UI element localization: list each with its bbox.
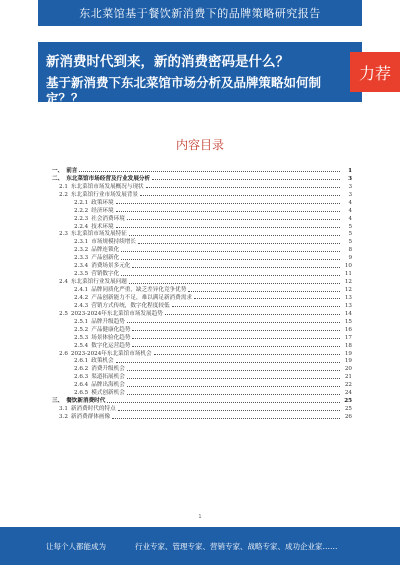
toc-leader-dots: [165, 314, 340, 315]
toc-entry-label: 模式创新机会: [91, 390, 125, 397]
toc-entry-label: 前言: [66, 167, 78, 174]
toc-leader-dots: [154, 354, 340, 355]
recommend-badge: 力荐: [350, 52, 400, 92]
toc-leader-dots: [132, 338, 340, 339]
toc-leader-dots: [188, 291, 340, 292]
toc-entry-label: 营销数字化: [91, 271, 120, 278]
toc-entry-page: 5: [348, 223, 352, 230]
toc-entry-number: 2.5: [59, 310, 68, 317]
toc-entry-label: 新消费群体画像: [70, 414, 111, 420]
toc-entry-label: 品牌出海机会: [91, 382, 125, 389]
toc-entry-number: 2.4.3: [74, 302, 89, 309]
toc-entry-page: 13: [344, 294, 352, 301]
toc-entry[interactable]: [52, 364, 352, 372]
toc-leader-dots: [140, 195, 340, 196]
toc-entry-page: 12: [344, 287, 352, 293]
toc-entry-page: 5: [348, 231, 352, 238]
toc-entry[interactable]: [52, 333, 352, 341]
toc-entry-label: 品牌升级趋势: [91, 318, 125, 325]
toc-entry[interactable]: [52, 245, 352, 253]
toc-entry-number: 2.3: [59, 231, 68, 238]
toc-entry-page: 15: [344, 318, 352, 325]
toc-entry-page: 3: [348, 183, 352, 190]
toc-entry[interactable]: [52, 396, 352, 404]
toc-entry-number: 2.4: [59, 279, 68, 286]
toc-entry-page: 21: [344, 374, 352, 381]
toc-leader-dots: [127, 322, 340, 323]
toc-entry-label: 场景体验化趋势: [91, 334, 131, 341]
toc-entry[interactable]: [52, 380, 352, 388]
toc-entry-label: 政策环境: [91, 199, 114, 206]
hero-banner: [38, 42, 362, 106]
toc-leader-dots: [138, 243, 340, 244]
toc-entry[interactable]: [52, 285, 352, 293]
toc-entry-page: 10: [344, 263, 352, 270]
toc-entry-label: 产品创新能力不足，难以满足新消费需求: [91, 294, 192, 301]
toc-entry-page: 4: [348, 199, 352, 206]
toc-entry-page: 11: [344, 271, 352, 278]
toc-entry-page: 16: [344, 326, 352, 333]
toc-entry-number: 2.3.3: [74, 255, 89, 262]
toc-entry-label: 品牌连锁化: [91, 247, 120, 254]
toc-entry-number: 2.1: [59, 183, 68, 190]
toc-leader-dots: [127, 219, 340, 220]
toc-entry-number: 三、: [52, 398, 64, 405]
toc-leader-dots: [79, 171, 340, 172]
toc-entry-label: 产品创新化: [91, 255, 120, 262]
toc-leader-dots: [121, 251, 340, 252]
footer-roles: 行业专家、管理专家、营销专家、战略专家、成功企业家……: [135, 541, 338, 551]
toc-entry-number: 2.5.4: [74, 342, 89, 349]
toc-entry-number: 2.4.2: [74, 294, 89, 301]
toc-entry[interactable]: [52, 412, 352, 420]
toc-entry-page: 14: [344, 310, 352, 317]
toc-entry-number: 2.2: [59, 191, 68, 198]
toc-leader-dots: [129, 283, 340, 284]
toc-entry-number: 3.1: [59, 406, 68, 413]
toc-leader-dots: [146, 187, 340, 188]
toc-leader-dots: [132, 330, 340, 331]
toc-entry[interactable]: [52, 357, 352, 365]
toc-entry[interactable]: [52, 230, 352, 238]
toc-entry-number: 3.2: [59, 414, 68, 420]
toc-leader-dots: [127, 386, 340, 387]
toc-entry-page: 19: [344, 358, 352, 365]
toc-entry-label: 产品健康化趋势: [91, 326, 131, 333]
page-number: 1: [198, 514, 202, 520]
toc-entry-number: 2.3.2: [74, 247, 89, 254]
toc-entry-label: 东北菜馆行业市场发展背景: [70, 191, 139, 198]
toc-leader-dots: [107, 402, 340, 403]
toc-entry-label: 营销方式传统，数字化程度较低: [91, 302, 170, 309]
toc-entry-page: 17: [344, 334, 352, 341]
footer-banner: [0, 527, 400, 565]
banner-title: 东北菜馆基于餐饮新消费下的品牌策略研究报告: [79, 7, 321, 20]
toc-entry-page: 5: [348, 239, 352, 246]
toc-leader-dots: [116, 227, 340, 228]
toc-entry[interactable]: [52, 261, 352, 269]
toc-leader-dots: [112, 418, 340, 419]
toc-entry-label: 品牌同质化严重，缺乏差异化竞争优势: [91, 287, 187, 293]
toc-entry-label: 经济环境: [91, 207, 114, 214]
toc-entry-page: 25: [344, 406, 352, 413]
toc-entry-page: 3: [348, 191, 352, 198]
toc-entry[interactable]: [52, 317, 352, 325]
toc-entry-label: 新消费时代的特点: [70, 406, 116, 413]
toc-entry-page: 1: [348, 167, 352, 174]
toc-entry[interactable]: [52, 206, 352, 214]
toc-entry-label: 东北菜馆市场发展概况与现状: [70, 183, 144, 190]
toc-entry-number: 2.2.2: [74, 207, 89, 214]
toc-entry[interactable]: [52, 174, 352, 182]
toc-entry[interactable]: [52, 166, 352, 174]
toc-leader-dots: [116, 362, 340, 363]
toc-entry[interactable]: [52, 190, 352, 198]
toc-entry-number: 2.3.5: [74, 271, 89, 278]
toc-entry-label: 东北菜馆行业发展问题: [70, 279, 127, 286]
toc-entry-number: 二、: [52, 175, 64, 182]
toc-entry-number: 2.6.2: [74, 366, 89, 373]
toc-entry[interactable]: [52, 372, 352, 380]
toc-entry-number: 2.2.4: [74, 223, 89, 230]
toc-leader-dots: [129, 235, 340, 236]
toc-entry-page: 22: [344, 382, 352, 389]
toc-entry[interactable]: [52, 182, 352, 190]
toc-entry-number: 2.6.5: [74, 390, 89, 397]
toc-leader-dots: [132, 267, 340, 268]
hero-title: 新消费时代到来，新的消费密码是什么？: [46, 54, 289, 70]
toc-entry[interactable]: [52, 269, 352, 277]
toc-entry-page: 24: [344, 390, 352, 397]
toc-entry[interactable]: [52, 198, 352, 206]
toc-entry-label: 2023-2024年东北菜馆市场机会: [70, 350, 152, 357]
toc-entry-number: 2.6.1: [74, 358, 89, 365]
toc-entry-label: 2023-2024年东北菜馆市场发展趋势: [70, 310, 163, 317]
toc-entry-number: 2.3.1: [74, 239, 89, 246]
toc-entry-number: 2.6.3: [74, 374, 89, 381]
footer-slogan: 让每个人都能成为: [46, 541, 106, 551]
toc-entry-page: 25: [344, 398, 352, 405]
toc-entry-page: 20: [344, 366, 352, 373]
toc-entry[interactable]: [52, 388, 352, 396]
toc-entry-label: 技术环境: [91, 223, 114, 230]
toc-leader-dots: [127, 378, 340, 379]
toc-entry[interactable]: [52, 301, 352, 309]
toc-entry[interactable]: [52, 309, 352, 317]
toc-leader-dots: [127, 370, 340, 371]
toc-entry-page: 8: [348, 247, 352, 254]
toc-entry-number: 2.4.1: [74, 287, 89, 293]
toc-leader-dots: [172, 306, 340, 307]
toc-entry[interactable]: [52, 277, 352, 285]
toc-entry-label: 消费场景多元化: [91, 263, 131, 270]
toc-entry-label: 社会消费环境: [91, 215, 125, 222]
toc-entry-number: 2.6.4: [74, 382, 89, 389]
toc-entry[interactable]: [52, 404, 352, 412]
toc-heading: 内容目录: [175, 138, 224, 152]
toc-entry-label: 市场规模持续增长: [91, 239, 136, 246]
toc-entry[interactable]: [52, 325, 352, 333]
toc-entry-page: 4: [348, 215, 352, 222]
toc-entry[interactable]: [52, 214, 352, 222]
table-of-contents: [52, 166, 352, 420]
toc-entry-number: 一、: [52, 167, 64, 174]
toc-entry-number: 2.2.1: [74, 199, 89, 206]
toc-entry-number: 2.3.4: [74, 263, 89, 270]
toc-entry-page: 26: [344, 414, 352, 420]
toc-entry-number: 2.5.2: [74, 326, 89, 333]
toc-leader-dots: [127, 394, 340, 395]
toc-entry-number: 2.5.1: [74, 318, 89, 325]
toc-entry-number: 2.5.3: [74, 334, 89, 341]
hero-subtitle: 基于新消费下东北菜馆市场分析及品牌策略如何制定？？: [46, 75, 322, 106]
toc-entry[interactable]: [52, 222, 352, 230]
toc-entry[interactable]: [52, 341, 352, 349]
toc-entry-label: 政策机会: [91, 358, 114, 365]
toc-entry-number: 2.6: [59, 350, 68, 357]
toc-entry-page: 13: [344, 302, 352, 309]
toc-entry[interactable]: [52, 253, 352, 261]
toc-entry[interactable]: [52, 349, 352, 357]
toc-entry-label: 餐饮新消费时代: [66, 398, 106, 405]
toc-leader-dots: [132, 346, 340, 347]
toc-leader-dots: [194, 298, 340, 299]
toc-entry-label: 东北菜馆市场经营及行业发展分析: [66, 175, 151, 182]
toc-entry-page: 19: [344, 350, 352, 357]
toc-entry-page: 3: [348, 175, 352, 182]
toc-entry-page: 12: [344, 279, 352, 286]
toc-leader-dots: [152, 179, 340, 180]
toc-entry-number: 2.2.3: [74, 215, 89, 222]
toc-leader-dots: [121, 259, 340, 260]
toc-entry-label: 数字化运营趋势: [91, 342, 131, 349]
toc-entry-page: 4: [348, 207, 352, 214]
toc-entry-label: 东北菜馆市场发展特征: [70, 231, 127, 238]
toc-leader-dots: [116, 203, 340, 204]
toc-entry-page: 18: [344, 342, 352, 349]
top-banner: [38, 0, 362, 26]
toc-entry-page: 9: [348, 255, 352, 262]
toc-entry[interactable]: [52, 293, 352, 301]
toc-entry[interactable]: [52, 237, 352, 245]
toc-entry-label: 消费升级机会: [91, 366, 125, 373]
toc-leader-dots: [118, 410, 340, 411]
toc-leader-dots: [116, 211, 340, 212]
toc-leader-dots: [121, 275, 340, 276]
toc-entry-label: 渠道拓展机会: [91, 374, 125, 381]
